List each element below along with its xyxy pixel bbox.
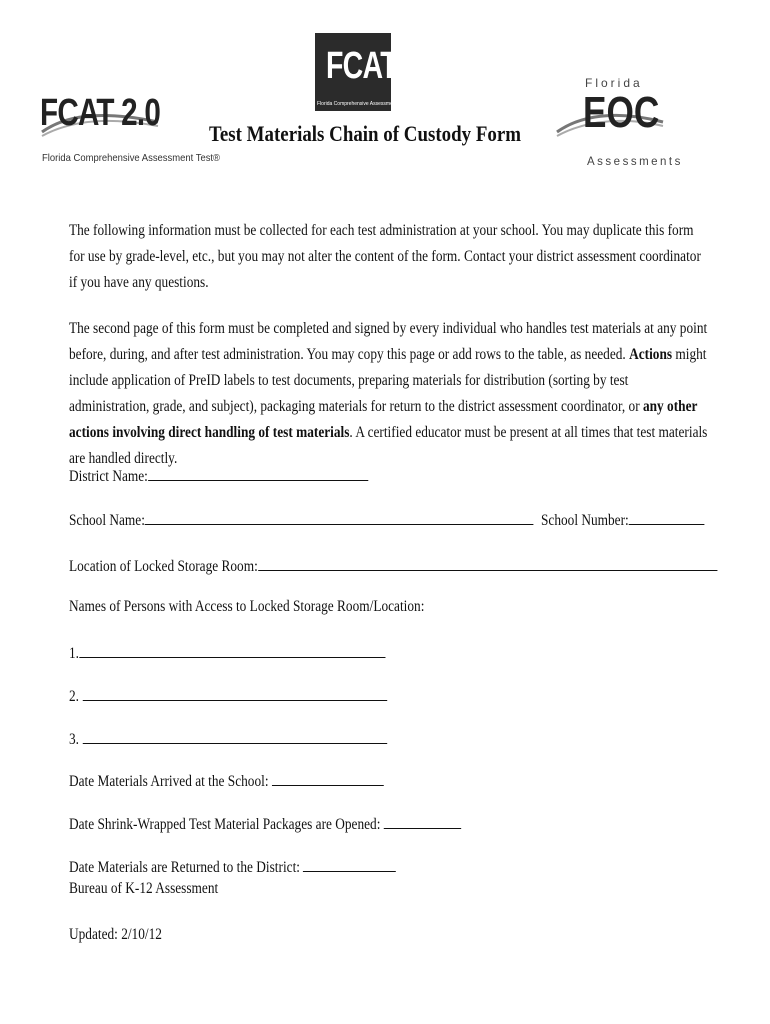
intro-paragraph: The following information must be collected for each test administration at your school. You may duplicate this form for use by grade-level, etc., but you may not alter the content of the form. Contact your district assessment coordinator if you have any questions. — [69, 222, 701, 291]
fcat-2-0-logo — [40, 92, 221, 182]
person-2-label: 2. — [69, 688, 79, 705]
person-1-field[interactable] — [69, 643, 385, 663]
eoc-logo-top: Florida — [585, 76, 643, 90]
fcat-logo — [315, 33, 412, 111]
date-arrived-field[interactable] — [69, 771, 384, 791]
district-name-blank[interactable] — [148, 466, 368, 481]
instructions-text-1: The second page of this form must be completed and signed by every individual who handles test materials at any point before, during, and after test administration. You may copy this page or add rows to the table, as needed. — [69, 320, 708, 363]
storage-location-blank[interactable] — [258, 556, 717, 571]
date-arrived-blank[interactable] — [272, 771, 384, 786]
fcat-logo-text: FCAT — [326, 45, 397, 87]
storage-location-label: Location of Locked Storage Room: — [69, 558, 258, 575]
date-arrived-label: Date Materials Arrived at the School: — [69, 773, 269, 790]
person-2-blank[interactable] — [82, 686, 386, 701]
updated-date: Updated: 2/10/12 — [69, 926, 162, 943]
direct-handling-emphasis: any other actions involving direct handling of test materials — [69, 398, 698, 441]
page-title: Test Materials Chain of Custody Form — [209, 121, 522, 146]
eoc-logo — [555, 76, 683, 176]
school-name-label: School Name: — [69, 512, 145, 529]
instructions-paragraph — [69, 316, 709, 472]
actions-emphasis: Actions — [629, 346, 673, 363]
fcat-logo-tagline: Florida Comprehensive Assessment Test® — [317, 101, 412, 107]
instructions-text-2: might include application of PreID labels to test documents, preparing materials for distribution (sorting by test administration, grade, and subject), packaging materials for return to the district assessment coordinator, or — [69, 346, 707, 415]
district-name-label: District Name: — [69, 468, 148, 485]
school-name-field[interactable] — [69, 510, 534, 530]
storage-location-field[interactable] — [69, 556, 717, 576]
date-returned-blank[interactable] — [303, 857, 396, 872]
date-opened-field[interactable] — [69, 814, 461, 834]
date-opened-label: Date Shrink-Wrapped Test Material Packages are Opened: — [69, 816, 381, 833]
district-name-field[interactable] — [69, 466, 368, 486]
person-3-label: 3. — [69, 731, 79, 748]
date-opened-blank[interactable] — [384, 814, 461, 829]
person-3-blank[interactable] — [82, 729, 386, 744]
eoc-logo-text: EOC — [583, 88, 660, 137]
school-number-label: School Number: — [541, 512, 629, 529]
date-returned-field[interactable] — [69, 857, 396, 877]
instructions-text-3: . A certified educator must be present at all times that test materials are handled directly. — [69, 424, 708, 467]
person-1-label: 1. — [69, 645, 79, 662]
school-name-blank[interactable] — [145, 510, 534, 525]
person-1-blank[interactable] — [79, 643, 385, 658]
fcat-2-0-logo-text: FCAT 2.0 — [40, 92, 161, 134]
person-3-field[interactable] — [69, 729, 387, 749]
eoc-logo-bottom: Assessments — [587, 156, 683, 168]
school-number-blank[interactable] — [629, 510, 705, 525]
school-number-field[interactable] — [541, 510, 704, 530]
persons-heading: Names of Persons with Access to Locked Storage Room/Location: — [69, 598, 425, 615]
fcat-2-0-logo-subtitle: Florida Comprehensive Assessment Test® — [42, 152, 221, 164]
person-2-field[interactable] — [69, 686, 387, 706]
bureau-label: Bureau of K-12 Assessment — [69, 880, 219, 897]
date-returned-label: Date Materials are Returned to the District: — [69, 859, 300, 876]
